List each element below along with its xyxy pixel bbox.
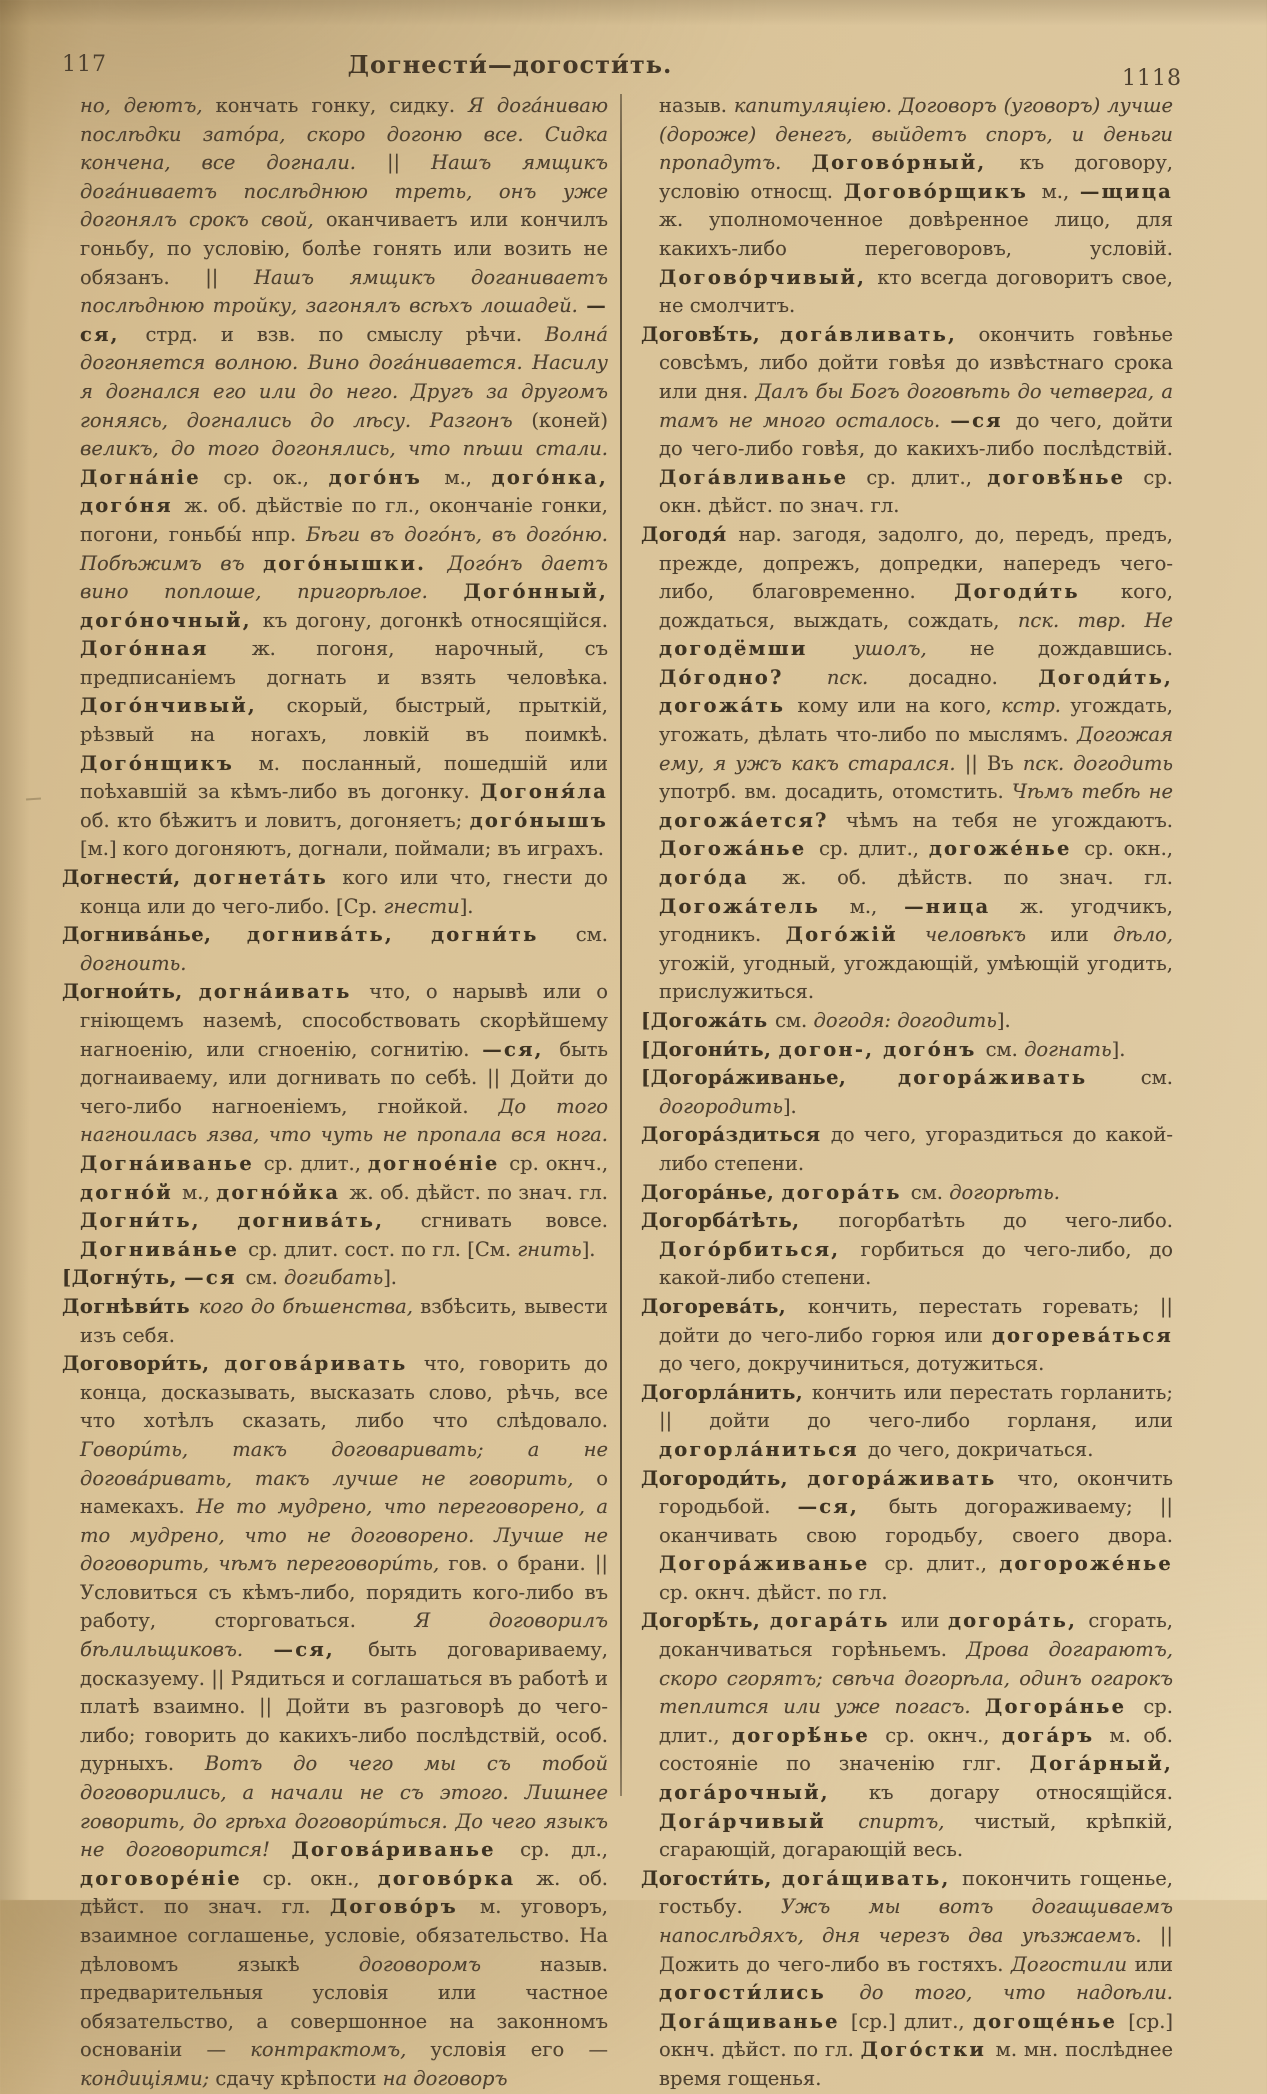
italic-example: гнить	[517, 1237, 582, 1261]
dictionary-entry	[641, 1607, 1173, 1864]
italic-example: пск.	[826, 665, 909, 689]
regular-text: ср. длит.,	[818, 837, 929, 861]
bold-term: догодёмши	[659, 637, 854, 661]
regular-text: м. мн. послѣднее время гощенья.	[659, 2038, 1173, 2090]
regular-text: быть договариваему, досказуему. || Рядиться и соглашаться въ работѣ и платѣ взаимно. || Дойти въ разговорѣ до чего-либо; говорить до какихъ-либо послѣдствій, особ. дурныхъ.	[80, 1638, 608, 1776]
bold-term: Догора́живанье	[659, 1552, 885, 1576]
regular-text: кончить, перестать горевать; || дойти до чего-либо горюя или	[659, 1294, 1173, 1347]
italic-example: пск. догодить	[1022, 751, 1173, 775]
bold-term: дога́вливать,	[779, 322, 979, 346]
regular-text: кого, дождаться, выждать, сождать,	[659, 580, 1173, 632]
headword: Догора́здиться	[641, 1123, 831, 1147]
regular-text: || Дожить до чего-либо въ гостяхъ.	[659, 1924, 1173, 1976]
regular-text: см.	[910, 1180, 950, 1204]
regular-text: или	[1050, 923, 1114, 947]
italic-example: но, деютъ,	[80, 94, 216, 117]
dictionary-entry	[641, 1293, 1173, 1379]
regular-text: ж. об. дѣйст. по знач. гл.	[80, 1866, 609, 1919]
regular-text: см.	[985, 1037, 1025, 1061]
regular-text: м.,	[444, 465, 492, 489]
dictionary-entry	[641, 1379, 1173, 1465]
page-number-right: 1118	[1122, 66, 1182, 91]
bold-term: —ся	[184, 1266, 246, 1290]
regular-text: || Въ	[964, 751, 1023, 775]
bold-term: догоже́нье	[928, 837, 1085, 861]
regular-text: м.,	[182, 1180, 217, 1204]
bold-term: догоще́нье	[972, 2009, 1129, 2033]
bold-term: Догово́рный,	[811, 151, 1020, 175]
italic-example: кого до бѣшенства,	[198, 1294, 421, 1318]
regular-text: до чего, угораздиться до какой-либо степени.	[659, 1123, 1173, 1175]
dictionary-entry	[62, 921, 608, 978]
bold-term: Догожа́нье	[659, 837, 819, 861]
text-column-left	[62, 92, 608, 2094]
regular-text: ].	[581, 1237, 596, 1261]
bold-term: —ся,	[482, 1037, 560, 1061]
regular-text: ср. длит.,	[659, 1695, 1173, 1747]
bold-term: догова́ривать	[224, 1352, 424, 1376]
italic-example: дѣло,	[1113, 923, 1173, 947]
regular-text: назыв. предварительныя условія или частное обязательство, а совершонное на законномъ основаніи —	[80, 1952, 608, 2062]
dictionary-entry	[641, 1465, 1173, 1608]
dictionary-entry	[641, 1207, 1173, 1293]
bold-term: Дого́нная	[80, 637, 252, 661]
headword: [Догожа́ть	[641, 1009, 775, 1032]
italic-example: Чѣмъ тебѣ не	[1011, 780, 1173, 804]
italic-example: Говори́ть, такъ договаривать; а не догова́ривать, такъ лучше не говорить,	[80, 1437, 608, 1490]
dictionary-entry	[62, 1350, 608, 2093]
regular-text: покончить гощенье, гостьбу.	[659, 1866, 1173, 1919]
dictionary-entry	[641, 1121, 1173, 1178]
bold-term: догора́ть,	[947, 1609, 1089, 1633]
italic-example: кстр.	[1001, 694, 1071, 718]
bold-term: догорева́ться	[991, 1323, 1173, 1347]
headword: [Догора́живанье,	[641, 1066, 899, 1090]
dictionary-entry	[62, 1264, 608, 1293]
regular-text: быть догораживаему; || оканчивать свою городьбу, своего двора.	[659, 1495, 1173, 1547]
headword: [Догну́ть,	[62, 1266, 185, 1290]
italic-example: Я договорилъ бѣлильщиковъ.	[80, 1609, 609, 1662]
italic-example: До того нагноилась язва, что чуть не пропала вся нога.	[80, 1094, 608, 1147]
headword: Догора́нье,	[641, 1180, 782, 1204]
bold-term: Дога́рчивый	[659, 1809, 859, 1833]
dictionary-entry	[641, 1007, 1173, 1036]
bold-term: Дого́нный, дого́ночный,	[80, 580, 608, 632]
italic-example: Вотъ до чего мы съ тобой договорились, а начали не съ этого. Лишнее говорить, до грѣха договори́ться. До чего языкъ не договорится!	[80, 1752, 609, 1862]
regular-text: (коней)	[531, 408, 608, 432]
regular-text: см.	[1140, 1066, 1173, 1090]
headword: Догнести́,	[62, 866, 194, 890]
regular-text: чѣмъ на тебя не угождаютъ.	[845, 808, 1173, 832]
regular-text: ||	[386, 151, 432, 175]
italic-example: Догостили	[1010, 1952, 1135, 1976]
regular-text: что, о нарывѣ или о гніющемъ наземѣ, способствовать скорѣйшему нагноенію, или сгноенію, согнитію.	[80, 980, 608, 1061]
regular-text: ср. окн.,	[262, 1866, 378, 1890]
bold-term: догора́живать	[807, 1466, 1018, 1490]
italic-example: до того, что надоѣли.	[859, 1981, 1174, 2005]
headword: Догороди́ть,	[641, 1466, 808, 1490]
regular-text: употрб. вм. досадить, отомстить.	[659, 780, 1012, 804]
regular-text: не дождавшись.	[970, 637, 1173, 661]
regular-text: горбиться до чего-либо, до какой-либо степени.	[659, 1237, 1173, 1290]
bold-term: догнета́ть	[193, 866, 343, 890]
regular-text: сгнивать вовсе.	[420, 1209, 608, 1233]
italic-example: спиртъ,	[858, 1809, 975, 1833]
regular-text: см.	[575, 923, 608, 947]
bold-term: Дого́жій	[785, 923, 925, 947]
regular-text: ср. длит. сост. по гл. [См.	[248, 1237, 518, 1261]
regular-text: ].	[782, 1094, 797, 1118]
regular-text: гов. о брани. || Условиться съ кѣмъ-либо, порядить кого-либо въ работу, сторговаться.	[80, 1552, 608, 1633]
bold-term: дого́да	[659, 866, 783, 890]
regular-text: нар. загодя, задолго, до, передъ, предъ, прежде, допрежъ, допредки, напередъ чего-либо, благовременно.	[659, 522, 1173, 604]
regular-text: взбѣсить, вывести изъ себя.	[80, 1294, 608, 1347]
headword: Догорба́тѣть,	[641, 1209, 839, 1233]
dictionary-entry	[641, 1865, 1173, 2094]
bold-term: —ся,	[797, 1495, 889, 1519]
bold-term: догорла́ниться	[659, 1437, 868, 1461]
regular-text: ср. длит.,	[866, 465, 988, 489]
regular-text: что, окончить городьбой.	[659, 1466, 1173, 1519]
headword: Договѣ́ть,	[641, 322, 780, 346]
headword: Догодя́	[641, 522, 739, 546]
bold-term: догна́ивать	[198, 980, 370, 1004]
bold-term: Догора́нье	[984, 1695, 1144, 1719]
bold-term: Дога́рный, дога́рочный,	[659, 1752, 1173, 1805]
italic-example: гнести	[383, 894, 460, 918]
regular-text: погорбатѣть до чего-либо.	[838, 1209, 1173, 1233]
bold-term: Догова́риванье	[291, 1838, 521, 1862]
italic-example: капитуляціею. Договоръ (уговоръ) лучше (дороже) денегъ, выйдетъ споръ, и деньги пропадутъ.	[659, 94, 1173, 175]
bold-term: дого́нъ	[328, 465, 445, 489]
italic-example: Нашъ ямщикъ доганиваетъ послѣднюю тройку, загонялъ всѣхъ лошадей.	[80, 265, 608, 318]
headword: Догнѣви́ть	[62, 1294, 199, 1318]
bold-term: Догна́иванье	[80, 1151, 264, 1175]
bold-term: догора́ть	[781, 1180, 911, 1204]
margin-pencil-mark	[26, 797, 41, 800]
regular-text: до чего, докричаться.	[867, 1437, 1094, 1461]
regular-text: см.	[774, 1009, 814, 1032]
bold-term: —ся,	[80, 294, 608, 346]
dictionary-entry	[62, 978, 608, 1264]
bold-term: дога́щивать,	[781, 1866, 963, 1890]
italic-example: Не то мудрено, что переговорено, а то мудрено, что не договорено. Лучше не договорить, чѣмъ переговори́ть,	[80, 1495, 608, 1576]
regular-text: ж. уполномоченное довѣренное лицо, для какихъ-либо переговоровъ, условій.	[659, 208, 1173, 260]
italic-example: догорѣть.	[949, 1180, 1060, 1204]
bold-term: Догожа́тель	[659, 894, 850, 918]
regular-text: досадно.	[908, 665, 1039, 689]
regular-text: стрд. и взв. по смыслу рѣчи.	[145, 322, 546, 346]
bold-term: —ся	[950, 408, 1016, 432]
bold-term: Дого́рбиться,	[659, 1237, 861, 1261]
regular-text: оканчиваетъ или кончилъ гоньбу, по условію, болѣе гонять или возить не обязанъ. ||	[80, 208, 608, 289]
bold-term: дого́нышъ	[469, 808, 608, 832]
regular-text: ср. окнч.,	[885, 1723, 1002, 1747]
bold-term: догное́ніе	[367, 1151, 510, 1175]
regular-text: ср. дл.,	[520, 1838, 609, 1862]
bold-term: Догоня́ла	[480, 780, 608, 804]
italic-example: Дрова догараютъ, скоро сгорятъ; свѣча догорѣла, одинъ огарокъ теплится или уже погасъ.	[659, 1638, 1173, 1719]
regular-text: ж. об. дѣйст. по знач. гл.	[349, 1180, 608, 1204]
italic-example: Бѣги въ дого́нъ, въ дого́ню. Побѣжимъ въ	[80, 522, 608, 575]
regular-text: ж. об. дѣйств. по знач. гл.	[782, 866, 1173, 890]
regular-text: угождать, угожать, дѣлать что-либо по мыслямъ.	[659, 694, 1174, 747]
regular-text: м. об. состояніе по значенію глг.	[659, 1723, 1174, 1776]
headword: Догорева́ть,	[641, 1294, 808, 1318]
page-number-left: 117	[62, 52, 107, 77]
bold-term: —щица	[1079, 179, 1174, 203]
regular-text: м. уговоръ, взаимное соглашенье, условіе, обязательство. На дѣловомъ языкѣ	[80, 1895, 608, 1976]
italic-example: Далъ бы Богъ договѣть до четверга, а тамъ не много осталось.	[659, 379, 1173, 432]
bold-term: догон-, дого́нъ	[778, 1037, 986, 1061]
bold-term: Дого́стки	[860, 2038, 996, 2062]
regular-text: ].	[996, 1009, 1011, 1032]
bold-term: догорѣ́нье	[732, 1723, 886, 1747]
italic-example: догноить.	[80, 951, 187, 975]
entry-continuation	[641, 92, 1173, 321]
bold-term: Дога́щиванье	[659, 2009, 851, 2033]
bold-term: договѣ́нье	[987, 465, 1144, 489]
regular-text: [ср.] длит.,	[850, 2009, 973, 2033]
regular-text: условія его —	[430, 2038, 608, 2062]
regular-text: ср. окн. дѣйст. по знач. гл.	[659, 465, 1174, 518]
regular-text: до чего, докручиниться, дотужиться.	[659, 1352, 1045, 1376]
headword: Договори́ть,	[62, 1352, 225, 1376]
bold-term: дого́нышки.	[263, 551, 448, 575]
headword: Догости́ть,	[641, 1866, 782, 1890]
regular-text: быть догнаиваему, или догнивать по себѣ. || Дойти до чего-либо нагноеніемъ, гнойкой.	[80, 1037, 608, 1118]
regular-text: назыв.	[659, 94, 734, 117]
regular-text: ж. об. дѣйствіе по гл., окончаніе гонки, погони, гоньбы́ нпр.	[80, 494, 609, 546]
italic-example: догородить	[659, 1094, 783, 1118]
regular-text: м.,	[849, 894, 905, 918]
dictionary-entry	[641, 321, 1173, 521]
bold-term: До́годно?	[659, 665, 827, 689]
regular-text: или	[1134, 1952, 1173, 1976]
regular-text: окончить говѣнье совсѣмъ, либо дойти говѣя до извѣстнаго срока или дня.	[659, 322, 1173, 403]
bold-term: догно́й	[80, 1180, 183, 1204]
dictionary-entry	[641, 521, 1173, 1007]
regular-text: ср. окнч.,	[509, 1151, 609, 1175]
regular-text: ].	[1111, 1037, 1126, 1061]
italic-example: кондиціями;	[80, 2066, 216, 2090]
regular-text: о намекахъ.	[80, 1466, 608, 1519]
italic-example: Догожая ему, я ужъ какъ старался.	[659, 723, 1173, 775]
italic-example: великъ, до того догонялись, что пѣши стали.	[80, 437, 608, 461]
regular-text: ж. погоня, нарочный, съ предписаніемъ догнать и взять человѣка.	[80, 637, 608, 689]
bold-term: догожа́ется?	[659, 808, 846, 832]
regular-text: об. кто бѣжитъ и ловитъ, догоняетъ;	[80, 808, 470, 832]
italic-example: Дого́нъ даетъ вино поплоше, пригорѣлое.	[80, 551, 608, 604]
bold-term: догости́лись	[659, 1981, 860, 2005]
bold-term: Догни́ть, догнива́ть,	[80, 1209, 421, 1233]
running-head	[0, 0, 1267, 90]
regular-text: ср. окн.,	[1084, 837, 1173, 861]
regular-text: кого или что, гнести до конца или до чего-либо. [Ср.	[80, 866, 608, 918]
headword: Догнои́ть,	[62, 980, 199, 1004]
italic-example: человѣкъ	[924, 923, 1051, 947]
page-title: Догнести́—догости́ть.	[347, 50, 673, 79]
regular-text: кончить или перестать горланить; || дойти до чего-либо горланя, или	[659, 1380, 1173, 1433]
bold-term: догово́рка	[377, 1866, 537, 1890]
italic-example: Нашъ ямщикъ дога́ниваетъ послѣднюю треть, онъ уже догонялъ срокъ свой,	[80, 151, 608, 232]
regular-text: [ср.] окнч. дѣйст. по гл.	[659, 2009, 1174, 2062]
bold-term: Догово́ръ	[329, 1895, 481, 1919]
italic-example: догибать	[284, 1266, 384, 1290]
italic-example: Ужъ мы вотъ догащиваемъ напослѣдяхъ, дня черезъ два уѣзжаемъ.	[659, 1895, 1173, 1947]
dictionary-entry	[641, 1036, 1173, 1065]
headword: Догорла́нить,	[641, 1380, 812, 1404]
regular-text: м.,	[1041, 179, 1080, 203]
bold-term: Догоди́ть	[954, 580, 1121, 604]
regular-text: ж. угодчикъ, угодникъ.	[659, 894, 1173, 947]
regular-text: или	[901, 1609, 948, 1633]
italic-example: пск. твр. Не	[1017, 608, 1173, 632]
regular-text: [м.] кого догоняютъ, догнали, поймали; въ играхъ.	[80, 837, 604, 861]
regular-text: кончать гонку, сидку.	[215, 94, 469, 117]
regular-text: м. посланный, пошедшій или поѣхавшій за кѣмъ-либо въ догонку.	[80, 751, 609, 804]
bold-term: Догово́рчивый,	[659, 265, 878, 289]
regular-text: къ догону, догонкѣ относящійся.	[262, 608, 608, 632]
bold-term: Догоди́ть, догожа́ть	[659, 665, 1174, 718]
regular-text: до чего, дойти до чего-либо говѣя, до какихъ-либо послѣдствій.	[659, 408, 1173, 461]
regular-text: что, говорить до конца, досказывать, высказать слово, рѣчь, все что хотѣлъ сказать, либо что слѣдовало.	[80, 1352, 609, 1433]
italic-example: контрактомъ,	[250, 2038, 431, 2062]
italic-example: догнать	[1024, 1037, 1112, 1061]
regular-text: ср. длит.,	[884, 1552, 1000, 1576]
regular-text: ].	[383, 1266, 398, 1290]
regular-text: къ догару относящійся.	[868, 1781, 1173, 1805]
bold-term: Дога́вливанье	[659, 465, 867, 489]
bold-term: догороже́нье	[999, 1552, 1173, 1576]
text-column-right	[641, 92, 1173, 2094]
column-divider-rule	[620, 94, 622, 1796]
bold-term: дого́нка, дого́ня	[80, 465, 609, 518]
regular-text: къ договору, условію относщ.	[659, 151, 1173, 203]
italic-example: ушолъ,	[853, 637, 971, 661]
bold-term: догора́живать	[898, 1066, 1141, 1090]
regular-text: чистый, крѣпкій, сгарающій, догарающій весь.	[659, 1809, 1173, 1862]
bold-term: догнива́ть, догни́ть	[246, 923, 576, 947]
bold-term: —ница	[904, 894, 1020, 918]
bold-term: Дого́нчивый,	[80, 694, 287, 718]
italic-example: договоромъ	[358, 1952, 541, 1976]
dictionary-entry	[641, 1064, 1173, 1121]
dictionary-entry	[62, 1293, 608, 1350]
regular-text: кто всегда договоритъ свое, не смолчитъ.	[659, 265, 1173, 318]
bold-term: —ся,	[273, 1638, 369, 1662]
dictionary-entry	[641, 1179, 1173, 1208]
bold-term: догара́ть	[769, 1609, 901, 1633]
regular-text: сдачу крѣпости	[215, 2066, 383, 2090]
italic-example: Я дога́ниваю послѣдки зато́ра, скоро догоню все. Сидка кончена, все догнали.	[80, 94, 608, 175]
bold-term: Догна́ніе	[80, 465, 224, 489]
bold-term: Дого́нщикъ	[80, 751, 259, 775]
italic-example: на договоръ	[382, 2066, 508, 2090]
bold-term: договоре́ніе	[80, 1866, 263, 1890]
regular-text: см.	[245, 1266, 285, 1290]
headword: Догнива́нье,	[62, 923, 247, 947]
bold-term: дога́ръ	[1001, 1723, 1110, 1747]
regular-text: ср. ок.,	[223, 465, 329, 489]
regular-text: ср. длит.,	[263, 1151, 368, 1175]
headword: Догорѣ́ть,	[641, 1609, 770, 1633]
bold-term: Догово́рщикъ	[843, 179, 1042, 203]
italic-example: Волна́ догоняется волною. Вино дога́нивается. Насилу я догнался его или до него. Другъ за другомъ гоняясь, догнались до лѣсу. Разгонъ	[80, 322, 608, 432]
regular-text: ср. окнч. дѣйст. по гл.	[659, 1580, 888, 1604]
headword: [Догони́ть,	[641, 1037, 779, 1061]
regular-text: угожій, угодный, угождающій, умѣющій угодить, прислужиться.	[659, 951, 1173, 1004]
regular-text: сгорать, доканчиваться горѣньемъ.	[659, 1609, 1173, 1662]
regular-text: ].	[459, 894, 474, 918]
italic-example: догодя: догодить	[813, 1009, 997, 1032]
entry-continuation	[62, 92, 608, 864]
bold-term: Догнива́нье	[80, 1237, 249, 1261]
bold-term: догно́йка	[216, 1180, 350, 1204]
page-gutter-shadow	[0, 0, 30, 1900]
regular-text: кому или на кого,	[797, 694, 1002, 718]
regular-text: скорый, быстрый, прыткій, рѣзвый на ногахъ, ловкій въ поимкѣ.	[80, 694, 608, 747]
dictionary-entry	[62, 864, 608, 921]
